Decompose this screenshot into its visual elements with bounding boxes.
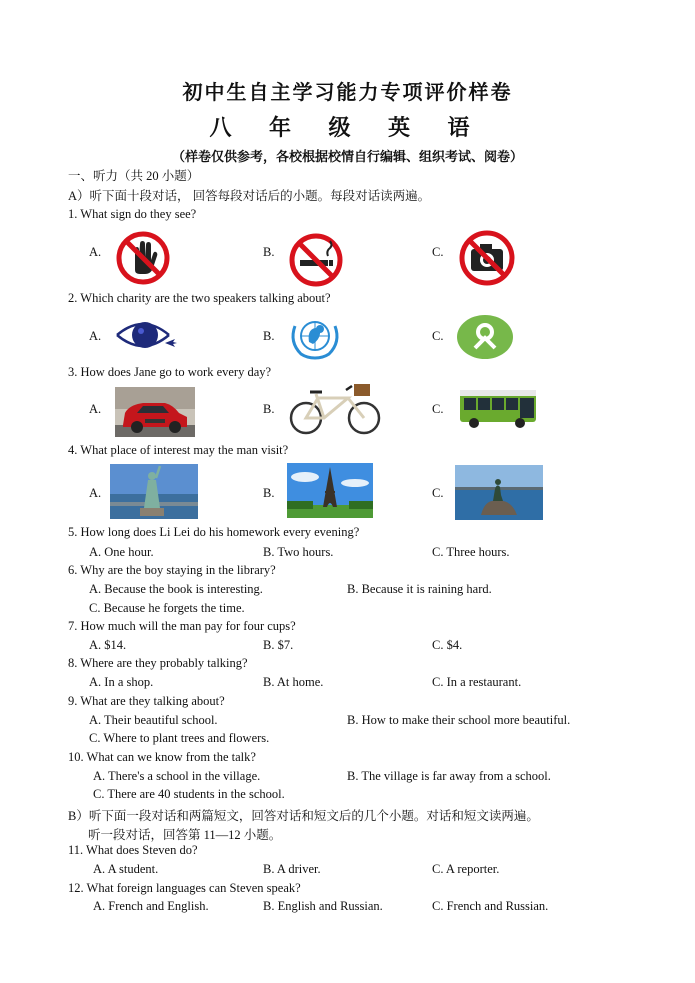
q7-option-a: A. $14. — [89, 638, 127, 652]
red-car-photo — [115, 387, 195, 437]
q5-option-b: B. Two hours. — [263, 545, 334, 559]
bicycle-photo — [288, 380, 382, 436]
q11-option-b: B. A driver. — [263, 862, 321, 876]
q9-option-a: A. Their beautiful school. — [89, 713, 218, 727]
question-4: 4. What place of interest may the man visit? — [68, 443, 289, 457]
q8-option-a: A. In a shop. — [89, 675, 154, 689]
q4-option-b-label: B. — [263, 486, 275, 500]
q10-option-a: A. There's a school in the village. — [93, 769, 261, 783]
q5-option-c: C. Three hours. — [432, 545, 510, 559]
unicef-logo-icon — [287, 314, 343, 362]
q8-option-c: C. In a restaurant. — [432, 675, 522, 689]
question-5: 5. How long does Li Lei do his homework every evening? — [68, 525, 360, 539]
q2-option-a-label: A. — [89, 329, 102, 343]
q12-option-a: A. French and English. — [93, 899, 209, 913]
header-note: （样卷仅供参考，各校根据校情自行编辑、组织考试、阅卷） — [171, 149, 523, 164]
part-b-subinstruction: 听一段对话，回答第 11—12 小题。 — [88, 828, 282, 842]
question-1: 1. What sign do they see? — [68, 207, 197, 221]
q3-option-b-label: B. — [263, 402, 275, 416]
q3-option-a-label: A. — [89, 402, 102, 416]
eiffel-tower-photo — [287, 463, 373, 518]
question-2: 2. Which charity are the two speakers talking about? — [68, 291, 331, 305]
question-11: 11. What does Steven do? — [68, 843, 198, 857]
no-touch-sign-icon — [115, 230, 171, 286]
question-7: 7. How much will the man pay for four cups? — [68, 619, 296, 633]
q2-option-c-label: C. — [432, 329, 444, 343]
q6-option-c: C. Because he forgets the time. — [89, 601, 245, 615]
q2-option-b-label: B. — [263, 329, 275, 343]
q11-option-a: A. A student. — [93, 862, 159, 876]
page-title: 初中生自主学习能力专项评价样卷 — [182, 82, 513, 104]
no-photography-sign-icon — [458, 229, 516, 287]
question-12: 12. What foreign languages can Steven speak? — [68, 881, 301, 895]
little-mermaid-photo — [455, 465, 543, 520]
part-b-instruction: B）听下面一段对话和两篇短文，回答对话和短文后的几个小题。对话和短文读两遍。 — [68, 809, 539, 823]
no-smoking-sign-icon — [288, 232, 344, 288]
q12-option-c: C. French and Russian. — [432, 899, 549, 913]
q9-option-b: B. How to make their school more beautiful. — [347, 713, 571, 727]
q1-option-b-label: B. — [263, 245, 275, 259]
bus-photo — [458, 386, 538, 430]
question-6: 6. Why are the boy staying in the library? — [68, 563, 276, 577]
q1-option-a-label: A. — [89, 245, 102, 259]
question-8: 8. Where are they probably talking? — [68, 656, 248, 670]
page-subtitle: 八 年 级 英 语 — [209, 115, 486, 140]
question-9: 9. What are they talking about? — [68, 694, 225, 708]
q4-option-c-label: C. — [432, 486, 444, 500]
section-heading: 一、听力（共 20 小题） — [68, 169, 200, 183]
question-10: 10. What can we know from the talk? — [68, 750, 256, 764]
q9-option-c: C. Where to plant trees and flowers. — [89, 731, 270, 745]
q10-option-b: B. The village is far away from a school. — [347, 769, 551, 783]
eye-charity-logo-icon — [113, 313, 179, 357]
q12-option-b: B. English and Russian. — [263, 899, 383, 913]
q11-option-c: C. A reporter. — [432, 862, 500, 876]
q4-option-a-label: A. — [89, 486, 102, 500]
q6-option-a: A. Because the book is interesting. — [89, 582, 263, 596]
q6-option-b: B. Because it is raining hard. — [347, 582, 492, 596]
oxfam-logo-icon — [455, 314, 515, 360]
q3-option-c-label: C. — [432, 402, 444, 416]
statue-of-liberty-photo — [110, 464, 198, 519]
q5-option-a: A. One hour. — [89, 545, 154, 559]
q7-option-b: B. $7. — [263, 638, 294, 652]
q1-option-c-label: C. — [432, 245, 444, 259]
q10-option-c: C. There are 40 students in the school. — [93, 787, 285, 801]
q8-option-b: B. At home. — [263, 675, 324, 689]
part-a-instruction: A）听下面十段对话， 回答每段对话后的小题。每段对话读两遍。 — [68, 189, 431, 203]
q7-option-c: C. $4. — [432, 638, 463, 652]
question-3: 3. How does Jane go to work every day? — [68, 365, 272, 379]
